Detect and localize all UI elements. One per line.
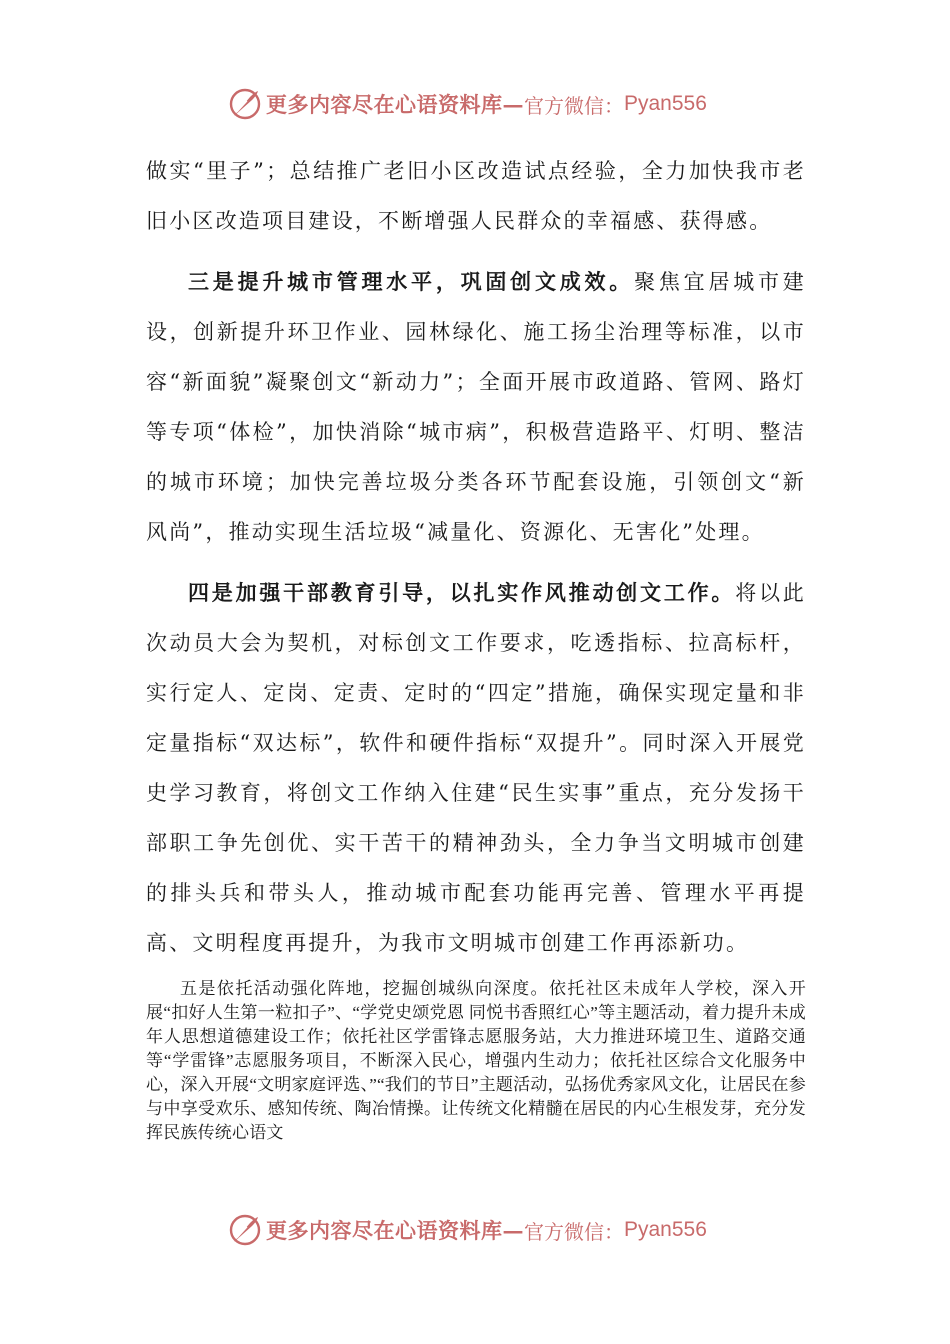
paragraph-five: 五是依托活动强化阵地，挖掘创城纵向深度。依托社区未成年人学校，深入开展“扣好人生第一粒扣子”、“学党史颂党恩 同悦书香照红心”等主题活动，着力提升未成年人思想道德建设工作；依托社区学雷锋志愿服务站，大力推进环境卫生、道路交通等“学雷锋”志愿服务项目，不断深入民心，增强内生动力；依托社区综合文化服务中心，深入开展“文明家庭评选、”“我们的节日”主题活动，弘扬优秀家风文化，让居民在参与中享受欢乐、感知传统、陶冶情操。让传统文化精髓在居民的内心生根发芽，充分发挥民族传统心语文 (146, 979, 806, 1142)
paragraph-four-lead: 四是加强干部教育引导，以扎实作风推动创文工作。 (188, 580, 736, 605)
feather-pen-logo-icon (228, 87, 262, 121)
paragraph-four (146, 568, 806, 968)
paragraph-four-body: 将以此次动员大会为契机，对标创文工作要求，吃透指标、拉高标杆，实行定人、定岗、定责、定时的“四定”措施，确保实现定量和非定量指标“双达标”，软件和硬件指标“双提升”。同时深入开展党史学习教育，将创文工作纳入住建“民生实事”重点，充分发扬干部职工争先创优、实干苦干的精神劲头，全力争当文明城市创建的排头兵和带头人，推动城市配套功能再完善、管理水平再提高、文明程度再提升，为我市文明城市创建工作再添新功。 (146, 581, 806, 955)
paragraph-three-body: 聚焦宜居城市建设，创新提升环卫作业、园林绿化、施工扬尘治理等标准，以市容“新面貌”凝聚创文“新动力”；全面开展市政道路、管网、路灯等专项“体检”，加快消除“城市病”，积极营造路平、灯明、整洁的城市环境；加快完善垃圾分类各环节配套设施，引领创文“新风尚”，推动实现生活垃圾“减量化、资源化、无害化”处理。 (146, 270, 806, 544)
paragraph-three (146, 257, 806, 557)
feather-pen-logo-icon (228, 1213, 262, 1247)
document-body (146, 146, 806, 968)
paragraph-continuation: 做实“里子”；总结推广老旧小区改造试点经验，全力加快我市老旧小区改造项目建设，不断增强人民群众的幸福感、获得感。 (146, 159, 806, 233)
banner-wechat-label: 官方微信： (524, 1219, 624, 1244)
banner-wechat-label: 官方微信： (524, 93, 624, 118)
paragraph-three-lead: 三是提升城市管理水平，巩固创文成效。 (188, 269, 635, 294)
banner-text: 更多内容尽在心语资料库— (266, 92, 524, 117)
footer-banner (228, 1210, 707, 1250)
banner-text: 更多内容尽在心语资料库— (266, 1218, 524, 1243)
banner-wechat-id: Pyan556 (624, 1218, 707, 1241)
banner-wechat-id: Pyan556 (624, 92, 707, 115)
header-banner (228, 84, 707, 124)
